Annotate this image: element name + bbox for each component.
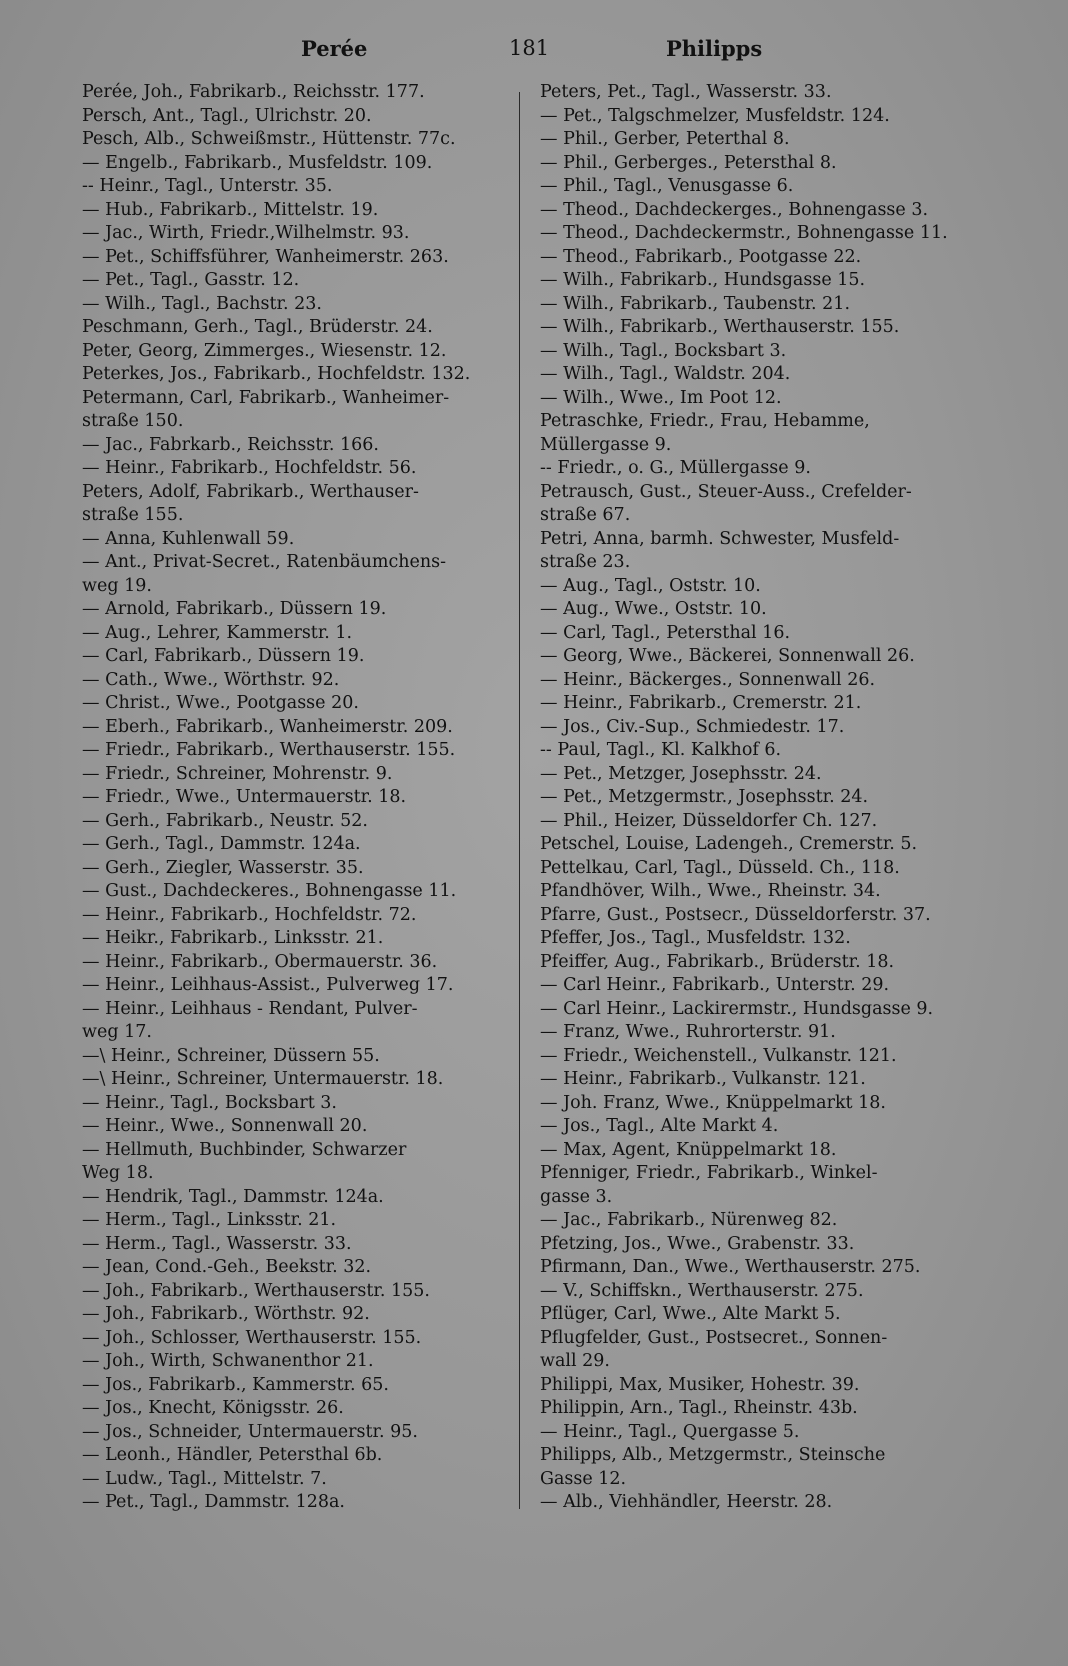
directory-entry: Pfirmann, Dan., Wwe., Werthauserstr. 275. [540,1257,921,1277]
directory-entry: — Pet., Metzger, Josephsstr. 24. [540,763,822,784]
directory-entry: — Jos., Schneider, Untermauerstr. 95. [82,1421,418,1442]
directory-entry: Philippin, Arn., Tagl., Rheinstr. 43b. [540,1398,858,1418]
directory-entry: Pflüger, Carl, Wwe., Alte Markt 5. [540,1304,841,1324]
directory-entry: — Phil., Heizer, Düsseldorfer Ch. 127. [540,810,878,831]
column-divider [519,92,520,1509]
directory-entry: Philippi, Max, Musiker, Hohestr. 39. [540,1374,860,1395]
directory-entry: Peter, Georg, Zimmerges., Wiesenstr. 12. [82,340,447,361]
directory-entry: — Friedr., Weichenstell., Vulkanstr. 121. [540,1045,897,1066]
directory-entry: — Wilh., Tagl., Waldstr. 204. [540,364,791,384]
directory-entry: Peters, Adolf, Fabrikarb., Werthauser- [82,481,419,502]
right-column [540,81,965,1515]
directory-entry: — Hendrik, Tagl., Dammstr. 124a. [82,1186,384,1207]
directory-entry: — V., Schiffskn., Werthauserstr. 275. [540,1280,864,1301]
directory-entry: — Heinr., Tagl., Quergasse 5. [540,1421,800,1442]
directory-entry: — Joh., Fabrikarb., Werthauserstr. 155. [82,1280,430,1301]
directory-entry: — Carl, Fabrikarb., Düssern 19. [82,646,365,666]
directory-entry: Pesch, Alb., Schweißmstr., Hüttenstr. 77c. [82,129,456,149]
directory-entry: — Engelb., Fabrikarb., Musfeldstr. 109. [82,152,433,173]
directory-entry: — Aug., Lehrer, Kammerstr. 1. [82,622,353,643]
directory-entry: Pfarre, Gust., Postsecr., Düsseldorferstr. 37. [540,904,931,925]
directory-entry: weg 19. [82,575,152,596]
directory-entry: —\ Heinr., Schreiner, Düssern 55. [82,1045,380,1066]
directory-entry: — Phil., Gerber, Peterthal 8. [540,129,790,149]
directory-entry: Petrausch, Gust., Steuer-Auss., Crefelder- [540,481,912,502]
directory-entry: — Ludw., Tagl., Mittelstr. 7. [82,1468,327,1489]
directory-entry: — Wilh., Fabrikarb., Werthauserstr. 155. [540,317,900,337]
directory-entry: — Aug., Tagl., Oststr. 10. [540,575,761,596]
directory-entry: — Christ., Wwe., Pootgasse 20. [82,693,359,713]
directory-entry: — Joh., Schlosser, Werthauserstr. 155. [82,1327,422,1348]
directory-entry: Pfandhöver, Wilh., Wwe., Rheinstr. 34. [540,881,881,901]
directory-entry: Petermann, Carl, Fabrikarb., Wanheimer- [82,387,450,408]
header-left-catchword: Perée [301,36,368,61]
directory-entry: — Heikr., Fabrikarb., Linksstr. 21. [82,928,384,948]
directory-entry: — Friedr., Fabrikarb., Werthauserstr. 155. [82,740,456,760]
directory-entry: — Gust., Dachdeckeres., Bohnengasse 11. [82,881,457,901]
directory-entry: gasse 3. [540,1186,613,1207]
directory-entry: — Wilh., Wwe., Im Poot 12. [540,387,782,408]
directory-entry: straße 23. [540,552,631,572]
directory-entry: — Carl Heinr., Lackirermstr., Hundsgasse 9. [540,998,934,1019]
directory-entry: — Arnold, Fabrikarb., Düssern 19. [82,599,387,619]
directory-entry: — Georg, Wwe., Bäckerei, Sonnenwall 26. [540,646,915,666]
directory-entry: — Herm., Tagl., Linksstr. 21. [82,1210,337,1230]
directory-entry: — Friedr., Schreiner, Mohrenstr. 9. [82,763,393,784]
directory-entry: — Heinr., Fabrikarb., Cremerstr. 21. [540,693,862,713]
directory-entry: Pfeffer, Jos., Tagl., Musfeldstr. 132. [540,928,851,948]
header-right-catchword: Philipps [666,36,763,61]
directory-entry: straße 150. [82,411,184,431]
directory-entry: straße 67. [540,505,631,525]
directory-entry: Pflugfelder, Gust., Postsecret., Sonnen- [540,1327,888,1348]
directory-entry: Perée, Joh., Fabrikarb., Reichsstr. 177. [82,82,425,102]
directory-entry: — Heinr., Fabrikarb., Hochfeldstr. 72. [82,904,417,925]
directory-entry: — Hellmuth, Buchbinder, Schwarzer [82,1139,407,1160]
directory-entry: — Jos., Civ.-Sup., Schmiedestr. 17. [540,716,845,737]
directory-entry: —\ Heinr., Schreiner, Untermauerstr. 18. [82,1069,444,1089]
directory-entry: — Alb., Viehhändler, Heerstr. 28. [540,1492,833,1512]
directory-entry: — Theod., Fabrikarb., Pootgasse 22. [540,246,862,267]
directory-entry: — Wilh., Fabrikarb., Hundsgasse 15. [540,270,866,290]
directory-entry: — Heinr., Leihhaus - Rendant, Pulver- [82,998,418,1019]
directory-entry: — Heinr., Wwe., Sonnenwall 20. [82,1116,368,1136]
directory-entry: — Heinr., Tagl., Bocksbart 3. [82,1092,337,1113]
directory-entry: — Pet., Metzgermstr., Josephsstr. 24. [540,787,869,807]
directory-entry: — Jos., Knecht, Königsstr. 26. [82,1398,344,1418]
directory-entry: — Anna, Kuhlenwall 59. [82,528,295,549]
directory-entry: weg 17. [82,1022,152,1042]
directory-entry: — Jos., Fabrikarb., Kammerstr. 65. [82,1374,389,1395]
directory-entry: — Eberh., Fabrikarb., Wanheimerstr. 209. [82,716,453,737]
directory-entry: -- Paul, Tagl., Kl. Kalkhof 6. [540,740,782,760]
directory-entry: Petraschke, Friedr., Frau, Hebamme, [540,411,870,431]
directory-entry: — Theod., Dachdeckermstr., Bohnengasse 11. [540,223,948,243]
directory-entry: — Joh., Fabrikarb., Wörthstr. 92. [82,1304,370,1324]
directory-entry: — Pet., Talgschmelzer, Musfeldstr. 124. [540,105,890,126]
directory-entry: — Pet., Tagl., Dammstr. 128a. [82,1492,345,1512]
directory-entry: — Heinr., Fabrikarb., Hochfeldstr. 56. [82,458,417,478]
directory-entry: — Aug., Wwe., Oststr. 10. [540,599,767,619]
directory-entry: Müllergasse 9. [540,434,672,455]
directory-entry: — Jean, Cond.-Geh., Beekstr. 32. [82,1257,372,1277]
directory-entry: Pfetzing, Jos., Wwe., Grabenstr. 33. [540,1233,855,1254]
directory-entry: — Pet., Schiffsführer, Wanheimerstr. 263. [82,246,449,267]
directory-entry: Pfeiffer, Aug., Fabrikarb., Brüderstr. 18. [540,951,895,972]
directory-entry: Peschmann, Gerh., Tagl., Brüderstr. 24. [82,317,433,337]
directory-entry: Persch, Ant., Tagl., Ulrichstr. 20. [82,105,372,126]
directory-entry: — Jos., Tagl., Alte Markt 4. [540,1116,779,1136]
directory-entry: — Gerh., Tagl., Dammstr. 124a. [82,834,361,854]
directory-entry: — Joh. Franz, Wwe., Knüppelmarkt 18. [540,1092,886,1113]
directory-entry: — Theod., Dachdeckerges., Bohnengasse 3. [540,199,929,220]
directory-entry: — Wilh., Fabrikarb., Taubenstr. 21. [540,293,851,314]
directory-entry: Peterkes, Jos., Fabrikarb., Hochfeldstr. 132. [82,364,471,384]
directory-entry: — Jac., Wirth, Friedr.,Wilhelmstr. 93. [82,223,410,243]
directory-entry: — Wilh., Tagl., Bocksbart 3. [540,340,787,361]
directory-entry: wall 29. [540,1351,610,1371]
directory-entry: Petri, Anna, barmh. Schwester, Musfeld- [540,528,900,549]
directory-entry: Pfenniger, Friedr., Fabrikarb., Winkel- [540,1163,878,1183]
directory-entry: — Herm., Tagl., Wasserstr. 33. [82,1233,352,1254]
directory-entry: Petschel, Louise, Ladengeh., Cremerstr. 5. [540,834,918,854]
page-number: 181 [509,36,550,60]
directory-entry: — Pet., Tagl., Gasstr. 12. [82,270,300,290]
directory-entry: — Joh., Wirth, Schwanenthor 21. [82,1351,374,1371]
directory-entry: — Cath., Wwe., Wörthstr. 92. [82,669,340,690]
directory-entry: — Jac., Fabrikarb., Nürenweg 82. [540,1210,838,1230]
running-header [0,36,1068,70]
directory-entry: Gasse 12. [540,1468,627,1489]
directory-entry: — Leonh., Händler, Petersthal 6b. [82,1445,383,1465]
directory-entry: — Ant., Privat-Secret., Ratenbäumchens- [82,552,447,572]
directory-entry: Philipps, Alb., Metzgermstr., Steinsche [540,1445,886,1465]
directory-entry: -- Heinr., Tagl., Unterstr. 35. [82,176,333,196]
directory-entry: — Franz, Wwe., Ruhrorterstr. 91. [540,1022,836,1042]
directory-entry: — Heinr., Bäckerges., Sonnenwall 26. [540,669,876,690]
directory-entry: -- Friedr., o. G., Müllergasse 9. [540,458,811,478]
directory-entry: Pettelkau, Carl, Tagl., Düsseld. Ch., 118. [540,857,900,878]
directory-entry: Peters, Pet., Tagl., Wasserstr. 33. [540,82,832,102]
directory-entry: — Gerh., Fabrikarb., Neustr. 52. [82,810,368,831]
directory-entry: — Hub., Fabrikarb., Mittelstr. 19. [82,199,379,220]
left-column [82,81,507,1515]
directory-entry: — Max, Agent, Knüppelmarkt 18. [540,1139,837,1160]
directory-entry: — Carl Heinr., Fabrikarb., Unterstr. 29. [540,975,890,995]
directory-entry: — Wilh., Tagl., Bachstr. 23. [82,293,322,314]
directory-entry: — Carl, Tagl., Petersthal 16. [540,622,791,643]
directory-entry: — Heinr., Leihhaus-Assist., Pulverweg 17. [82,975,454,995]
directory-entry: — Phil., Gerberges., Petersthal 8. [540,152,837,173]
directory-entry: — Gerh., Ziegler, Wasserstr. 35. [82,857,364,878]
directory-entry: — Heinr., Fabrikarb., Obermauerstr. 36. [82,951,438,972]
directory-entry: — Friedr., Wwe., Untermauerstr. 18. [82,787,407,807]
directory-entry: — Heinr., Fabrikarb., Vulkanstr. 121. [540,1069,866,1089]
directory-entry: Weg 18. [82,1163,154,1183]
directory-entry: — Jac., Fabrkarb., Reichsstr. 166. [82,434,379,455]
directory-entry: straße 155. [82,505,184,525]
directory-entry: — Phil., Tagl., Venusgasse 6. [540,176,794,196]
